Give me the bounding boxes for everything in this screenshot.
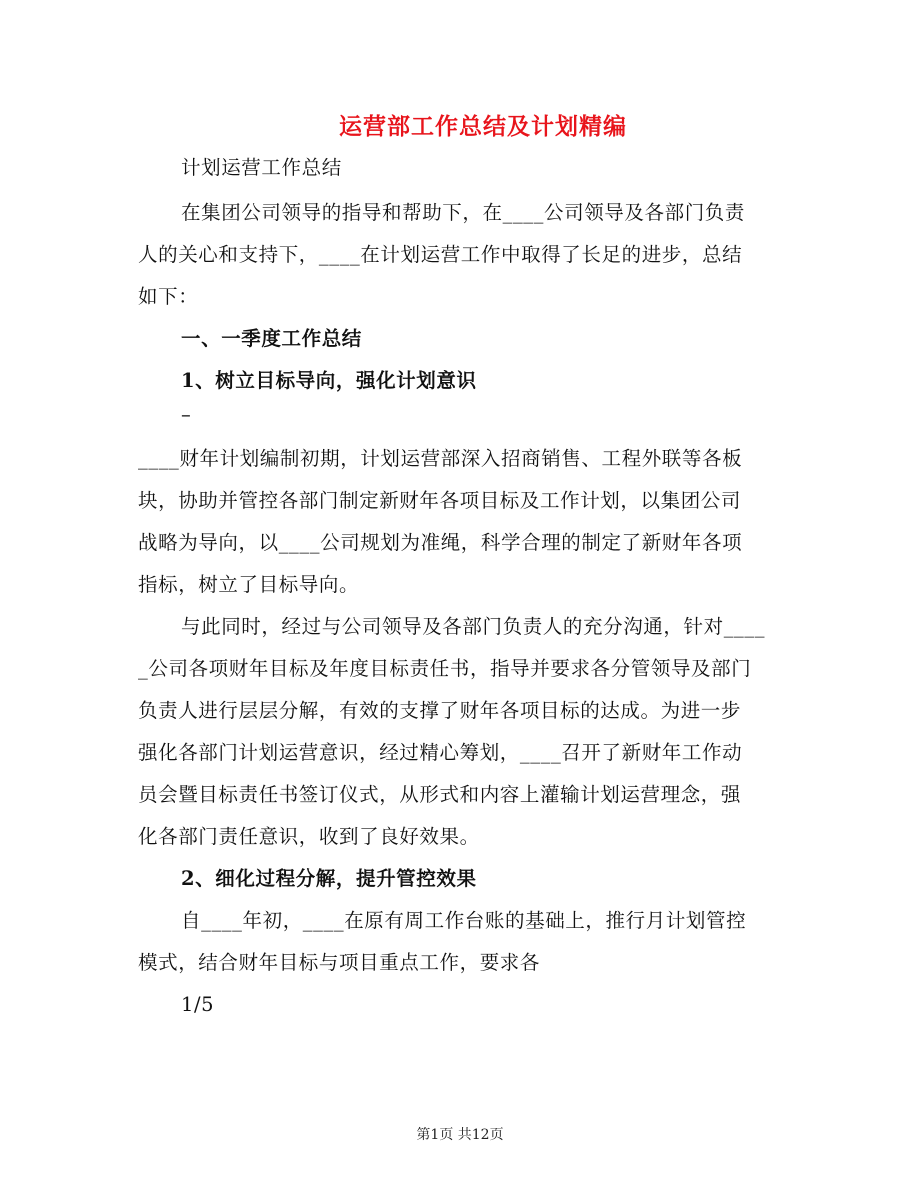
intro-line-3: 如下：	[138, 285, 199, 308]
dash-mark: –	[181, 403, 192, 426]
item1-para1-line-2: 块，协助并管控各部门制定新财年各项目标及工作计划，以集团公司	[138, 489, 742, 512]
item1-para2-line-5: 员会暨目标责任书签订仪式，从形式和内容上灌输计划运营理念，强	[138, 783, 742, 806]
item2-para-line-2: 模式，结合财年目标与项目重点工作，要求各	[138, 951, 541, 974]
item1-para1-line-1: ____财年计划编制初期，计划运营部深入招商销售、工程外联等各板	[138, 447, 743, 470]
item1-para1-line-3: 战略为导向，以____公司规划为准绳，科学合理的制定了新财年各项	[138, 531, 743, 554]
item1-para2-line-6: 化各部门责任意识，收到了良好效果。	[138, 825, 480, 848]
item1-para2-line-4: 强化各部门计划运营意识，经过精心筹划，____召开了新财年工作动	[138, 741, 743, 764]
intro-line-2: 人的关心和支持下，____在计划运营工作中取得了长足的进步，总结	[138, 243, 743, 266]
item1-para1-line-4: 指标，树立了目标导向。	[138, 573, 360, 596]
item2-heading: 2、细化过程分解，提升管控效果	[181, 867, 477, 890]
item1-para2-line-3: 负责人进行层层分解，有效的支撑了财年各项目标的达成。为进一步	[138, 699, 742, 722]
item2-para-line-1: 自____年初，____在原有周工作台账的基础上，推行月计划管控	[181, 909, 747, 932]
page-footer: 第1页 共12页	[416, 1127, 504, 1143]
subtitle: 计划运营工作总结	[181, 156, 342, 179]
item1-heading: 1、树立目标导向，强化计划意识	[181, 369, 477, 392]
section-heading: 一、一季度工作总结	[181, 327, 362, 350]
page-fraction: 1/5	[181, 993, 215, 1016]
item1-para2-line-1: 与此同时，经过与公司领导及各部门负责人的充分沟通，针对____	[181, 615, 766, 638]
item1-para2-line-2: _公司各项财年目标及年度目标责任书，指导并要求各分管领导及部门	[138, 657, 752, 680]
intro-line-1: 在集团公司领导的指导和帮助下，在____公司领导及各部门负责	[181, 201, 746, 224]
document-title: 运营部工作总结及计划精编	[339, 113, 627, 140]
